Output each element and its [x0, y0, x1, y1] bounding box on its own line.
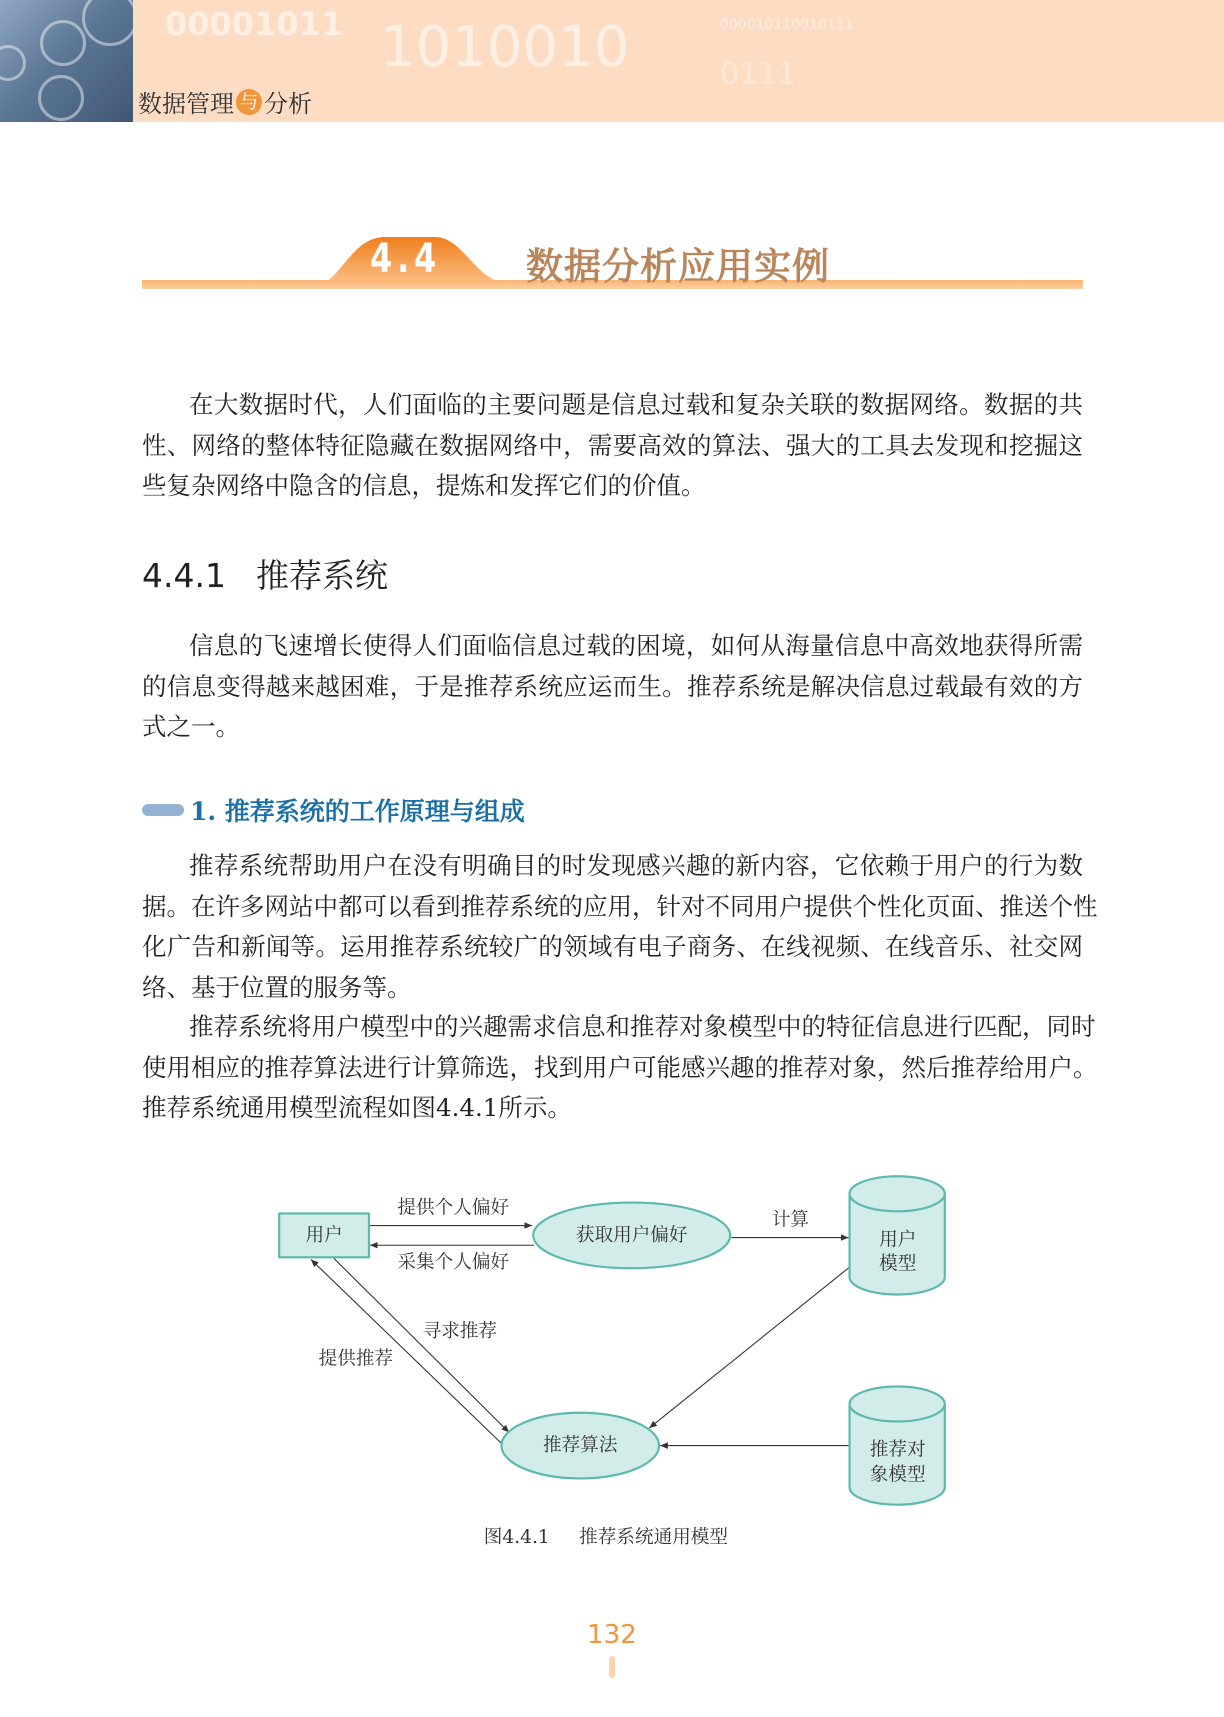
- node-label: 推荐对: [869, 1439, 926, 1461]
- book-title-part1: 数据管理: [138, 90, 234, 118]
- gear-icon: [82, 0, 133, 46]
- edge-user-model-to-algo: [649, 1267, 849, 1428]
- binary-decor: 00001011: [165, 5, 344, 43]
- book-title-connector: 与: [236, 89, 262, 115]
- edge-seek-recommendation: [334, 1258, 509, 1432]
- node-label: 象模型: [869, 1464, 926, 1486]
- section-number: 4.4: [370, 236, 442, 282]
- intro-paragraph: [142, 385, 1083, 507]
- figure-caption-number: 图4.4.1: [483, 1527, 550, 1549]
- chart-icon: [0, 45, 26, 81]
- page-header-band: [0, 0, 1224, 122]
- paragraph-3: [142, 846, 1098, 1008]
- text-line: 式之一。: [142, 712, 240, 741]
- node-label: 用户: [305, 1224, 343, 1246]
- text-line: 络、基于位置的服务等。: [142, 972, 412, 1002]
- topic-title: 1. 推荐系统的工作原理与组成: [190, 797, 525, 826]
- edge-label: 提供推荐: [318, 1348, 394, 1370]
- text-line: 些复杂网络中隐含的信息，提炼和发挥它们的价值。: [142, 471, 706, 500]
- text-line: 使用相应的推荐算法进行计算筛选，找到用户可能感兴趣的推荐对象，然后推荐给用户。: [142, 1052, 1098, 1082]
- book-title-part2: 分析: [264, 90, 312, 118]
- subsection-heading: [142, 550, 388, 597]
- page-number: 132: [587, 1620, 637, 1650]
- text-line: 信息的飞速增长使得人们面临信息过载的困境，如何从海量信息中高效地获得所需: [189, 631, 1083, 660]
- search-icon: [38, 75, 84, 121]
- node-user-model-top: [850, 1176, 945, 1211]
- binary-decor: 1010010: [380, 15, 630, 80]
- text-line: 性、网络的整体特征隐藏在数据网络中，需要高效的算法、强大的工具去发现和挖掘这: [142, 430, 1083, 460]
- node-item-model-top: [850, 1386, 945, 1421]
- text-line: 推荐系统通用模型流程如图4.4.1所示。: [142, 1093, 572, 1122]
- text-line: 的信息变得越来越困难，于是推荐系统应运而生。推荐系统是解决信息过载最有效的方: [142, 671, 1083, 701]
- header-photo: [0, 0, 133, 122]
- paragraph-2: [142, 626, 1083, 748]
- recommendation-model-diagram: [0, 1150, 1224, 1566]
- text-line: 据。在许多网站中都可以看到推荐系统的应用，针对不同用户提供个性化页面、推送个性: [142, 891, 1098, 921]
- node-label: 推荐算法: [543, 1435, 618, 1457]
- text-line: 推荐系统将用户模型中的兴趣需求信息和推荐对象模型中的特征信息进行匹配，同时: [189, 1012, 1096, 1041]
- node-label: 获取用户偏好: [575, 1224, 688, 1246]
- text-line: 推荐系统帮助用户在没有明确目的时发现感兴趣的新内容，它依赖于用户的行为数: [189, 851, 1083, 880]
- subsection-number: 4.4.1: [142, 556, 226, 595]
- edge-label: 计算: [771, 1209, 810, 1231]
- topic-heading: [142, 792, 525, 828]
- figure-caption-text: 推荐系统通用模型: [579, 1527, 729, 1549]
- page-number-marker: [609, 1656, 615, 1678]
- gear-icon: [40, 20, 86, 66]
- edge-label: 提供个人偏好: [397, 1197, 510, 1219]
- edge-label: 采集个人偏好: [397, 1252, 510, 1274]
- edge-label: 寻求推荐: [422, 1321, 498, 1343]
- binary-decor: 0111: [720, 57, 797, 92]
- node-label: 用户: [879, 1229, 917, 1251]
- subsection-title: 推荐系统: [255, 556, 388, 595]
- book-title: [138, 84, 312, 119]
- section-title: 数据分析应用实例: [526, 245, 830, 288]
- paragraph-4: [142, 1007, 1098, 1129]
- binary-decor: 000010110010111: [720, 17, 854, 33]
- text-line: 在大数据时代，人们面临的主要问题是信息过载和复杂关联的数据网络。数据的共: [189, 390, 1083, 419]
- topic-marker: [142, 804, 184, 816]
- node-label: 模型: [879, 1253, 917, 1275]
- text-line: 化广告和新闻等。运用推荐系统较广的领域有电子商务、在线视频、在线音乐、社交网: [142, 932, 1083, 961]
